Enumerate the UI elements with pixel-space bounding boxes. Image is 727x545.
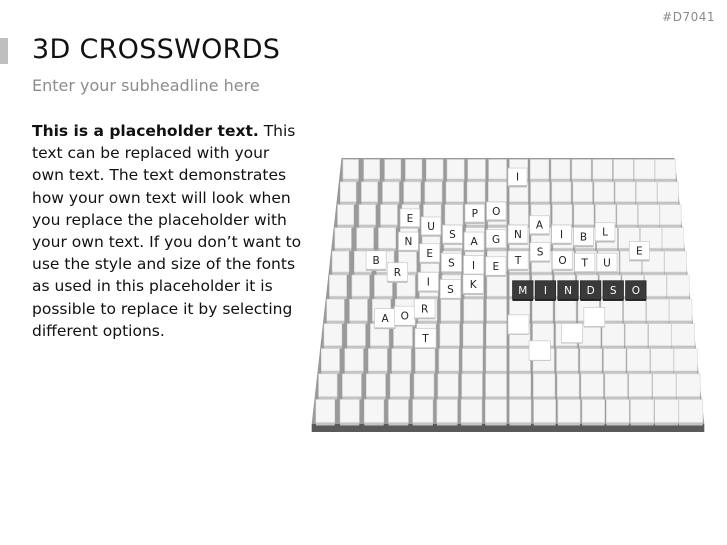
board-tile [462, 349, 482, 371]
letter-tile [464, 232, 484, 252]
letter-tile-char: K [469, 279, 477, 292]
board-tile [634, 160, 654, 179]
board-tile [347, 324, 365, 346]
board-tile [425, 182, 442, 202]
letter-tile-char: E [492, 260, 500, 273]
board-tile [368, 349, 387, 371]
board-tile [405, 160, 421, 179]
letter-tile-char: P [471, 208, 478, 221]
letter-tile [400, 209, 420, 229]
board-tile [552, 182, 571, 202]
board-tile [487, 299, 507, 321]
board-tile [343, 160, 358, 179]
letter-tile [375, 309, 396, 329]
board-tile [558, 400, 580, 423]
board-tile [662, 228, 684, 248]
board-tile [394, 324, 413, 346]
board-tile [485, 400, 506, 423]
letter-tile [595, 223, 615, 243]
board-tile [510, 374, 531, 397]
page-title[interactable]: 3D CROSSWORDS [32, 34, 281, 65]
page-subtitle[interactable]: Enter your subheadline here [32, 76, 260, 95]
board-tile [581, 374, 603, 397]
body-text-content: This text can be replaced with your own text. The text demonstrates how your own text will look when you replace the placeholder with your own text. If you don’t want to use the style and size of the fonts as used in this placeholder it is possible to replace it by selecting different options. [32, 122, 302, 340]
letter-tile-char: G [491, 233, 501, 246]
board-tile [617, 205, 638, 225]
letter-tile [418, 272, 438, 292]
board-tile [629, 374, 652, 397]
board-tile [605, 374, 628, 397]
board-tile [669, 299, 692, 321]
board-tile [468, 160, 485, 179]
title-accent-bar [0, 38, 8, 64]
board-tile [329, 275, 346, 296]
board-tile [464, 299, 484, 321]
letter-tile-char: U [427, 220, 435, 233]
board-tile [321, 349, 339, 371]
board-tile [557, 374, 579, 397]
board-tile [404, 182, 421, 202]
board-tile [486, 374, 507, 397]
crossword-board [290, 150, 727, 440]
letter-tile-char: O [631, 285, 640, 298]
board-tile [445, 205, 463, 225]
letter-tile-char: A [470, 236, 478, 249]
letter-tile [552, 225, 572, 245]
dark-letter-tile [580, 281, 601, 301]
dark-letter-tile [535, 281, 556, 301]
letter-tile-char: T [514, 255, 522, 268]
board-tile [574, 205, 594, 225]
board-tile [467, 182, 485, 202]
letter-tile [394, 306, 415, 326]
letter-tile-char: S [609, 285, 617, 298]
board-tile [631, 400, 654, 423]
board-tile [555, 299, 576, 321]
board-tile [655, 400, 679, 423]
board-tile [359, 205, 375, 225]
dark-letter-tile [513, 281, 534, 301]
board-tile [335, 228, 351, 248]
letter-tile-char: S [447, 283, 454, 296]
board-tile [364, 400, 384, 423]
board-tile [462, 374, 483, 397]
letter-tile [420, 244, 440, 264]
board-tile [638, 205, 659, 225]
letter-tile-char: O [558, 255, 567, 268]
board-tile [390, 374, 410, 397]
board-tile [660, 205, 681, 225]
letter-tile [463, 275, 483, 295]
board-tile [488, 182, 506, 202]
board-tile [350, 299, 368, 321]
letter-tile-char: I [543, 285, 547, 298]
letter-tile-char: L [602, 226, 608, 239]
board-tile [531, 182, 550, 202]
board-tile [667, 275, 689, 296]
board-tile [461, 400, 482, 423]
board-tile [486, 324, 506, 346]
board-tile [389, 400, 409, 423]
letter-tile [463, 256, 483, 276]
letter-tile [414, 299, 435, 319]
board-tile [364, 160, 380, 179]
board-tile [357, 228, 374, 248]
letter-tile [575, 253, 595, 273]
board-tile [594, 182, 614, 202]
board-tile [530, 160, 548, 179]
board-tile [319, 374, 337, 397]
letter-tile [487, 202, 507, 222]
letter-tile [552, 251, 572, 271]
letter-tile-char: E [406, 212, 414, 225]
board-tile [426, 160, 443, 179]
board-tile [647, 299, 669, 321]
letter-tile-char: E [426, 247, 434, 260]
letter-tile-char: I [472, 259, 476, 272]
letter-tile-char: B [579, 231, 588, 244]
dark-letter-tile [626, 281, 647, 301]
board-tile [679, 400, 703, 423]
board-tile [551, 160, 570, 179]
letter-tile-char: I [559, 229, 564, 242]
letter-tile-char: N [564, 285, 572, 298]
body-bold-lead: This is a placeholder text. [32, 122, 259, 140]
board-tile [414, 374, 434, 397]
board-tile [463, 324, 483, 346]
board-tile [658, 182, 679, 202]
board-tile [327, 299, 344, 321]
board-tile [366, 374, 385, 397]
letter-tile [421, 217, 441, 237]
crossword-image [290, 150, 727, 445]
board-tile [573, 182, 593, 202]
letter-tile-char: N [404, 236, 413, 249]
board-tile [489, 160, 507, 179]
letter-tile-char: T [422, 333, 429, 346]
board-tile [352, 275, 369, 296]
raised-blank-tile [529, 341, 550, 360]
board-tile [624, 299, 646, 321]
letter-tile [486, 257, 506, 277]
board-tile [338, 205, 354, 225]
letter-tile [597, 253, 617, 273]
letter-tile [530, 216, 550, 236]
board-tile [385, 160, 401, 179]
board-tile [510, 400, 532, 423]
board-tile [316, 400, 335, 423]
board-tile [552, 205, 572, 225]
letter-tile-char: S [448, 257, 455, 270]
letter-tile [508, 225, 528, 245]
board-tile [614, 160, 634, 179]
board-tile [438, 374, 458, 397]
letter-tile [530, 243, 550, 263]
letter-tile [508, 168, 527, 187]
letter-tile [508, 251, 528, 271]
board-tile [593, 160, 613, 179]
board-tile [361, 182, 377, 202]
letter-tile [441, 253, 461, 273]
board-tile [533, 374, 555, 397]
board-tile [604, 349, 626, 371]
board-tile [606, 400, 629, 423]
board-tile [653, 374, 676, 397]
dark-letter-tile [603, 281, 624, 301]
board-tile [441, 299, 460, 321]
board-tile [674, 349, 697, 371]
board-tile [582, 400, 605, 423]
letter-tile-char: R [393, 266, 402, 279]
letter-tile [366, 251, 386, 271]
letter-tile-char: O [492, 205, 501, 218]
letter-tile [629, 241, 649, 261]
slide-id: #D7041 [662, 10, 715, 24]
letter-tile-char: O [400, 310, 409, 323]
board-tile [486, 349, 507, 371]
board-tile [510, 349, 531, 371]
board-tile [602, 324, 624, 346]
board-tile [557, 349, 579, 371]
letter-tile [387, 263, 407, 283]
board-tile [572, 160, 591, 179]
raised-blank-tile [508, 315, 529, 334]
board-tile [340, 400, 359, 423]
board-tile [672, 324, 695, 346]
board-tile [510, 205, 529, 225]
letter-tile-char: S [536, 246, 544, 259]
board-tile [532, 299, 553, 321]
letter-tile [398, 232, 418, 252]
board-tile [677, 374, 701, 397]
board-tile [345, 349, 363, 371]
body-text[interactable] [32, 120, 304, 342]
letter-tile-char: N [513, 229, 522, 242]
board-tile [636, 182, 657, 202]
letter-tile-char: E [635, 245, 643, 258]
letter-tile-char: D [586, 285, 595, 298]
board-tile [534, 400, 556, 423]
board-tile [383, 182, 399, 202]
letter-tile-char: T [581, 257, 588, 270]
board-tile [595, 205, 615, 225]
board-tile [415, 349, 435, 371]
board-tile [665, 251, 687, 272]
board-tile [580, 349, 602, 371]
letter-tile [465, 204, 485, 224]
letter-tile [440, 280, 461, 300]
board-tile [392, 349, 411, 371]
letter-tile [443, 225, 463, 245]
board-tile [625, 324, 647, 346]
raised-blank-tile [584, 307, 605, 326]
letter-tile [574, 227, 594, 247]
board-tile [447, 160, 464, 179]
board-tile [615, 182, 635, 202]
board-tile [645, 275, 667, 296]
letter-tile-char: A [381, 313, 389, 326]
letter-tile-char: I [515, 171, 520, 184]
board-tile [439, 349, 459, 371]
board-tile [649, 324, 672, 346]
board-tile [340, 182, 356, 202]
letter-tile-char: S [449, 229, 456, 242]
board-tile [379, 228, 396, 248]
letter-tile-char: B [372, 255, 380, 268]
board-tile [324, 324, 342, 346]
letter-tile-char: A [535, 219, 544, 232]
board-tile [627, 349, 650, 371]
board-tile [651, 349, 674, 371]
letter-tile-char: U [603, 257, 611, 270]
letter-tile [415, 328, 436, 349]
board-tile [381, 205, 398, 225]
board-tile [437, 400, 458, 423]
letter-tile [486, 230, 506, 250]
board-tile [446, 182, 463, 202]
dark-letter-tile [558, 281, 579, 301]
raised-blank-tile [561, 323, 582, 342]
letter-tile-char: M [518, 285, 528, 298]
board-tile [413, 400, 433, 423]
board-tile [487, 275, 507, 296]
letter-tile-char: I [426, 276, 430, 289]
board-tile [332, 251, 349, 272]
letter-tile-char: R [421, 303, 429, 316]
board-tile [655, 160, 676, 179]
board-tile [440, 324, 460, 346]
board-tile [342, 374, 361, 397]
